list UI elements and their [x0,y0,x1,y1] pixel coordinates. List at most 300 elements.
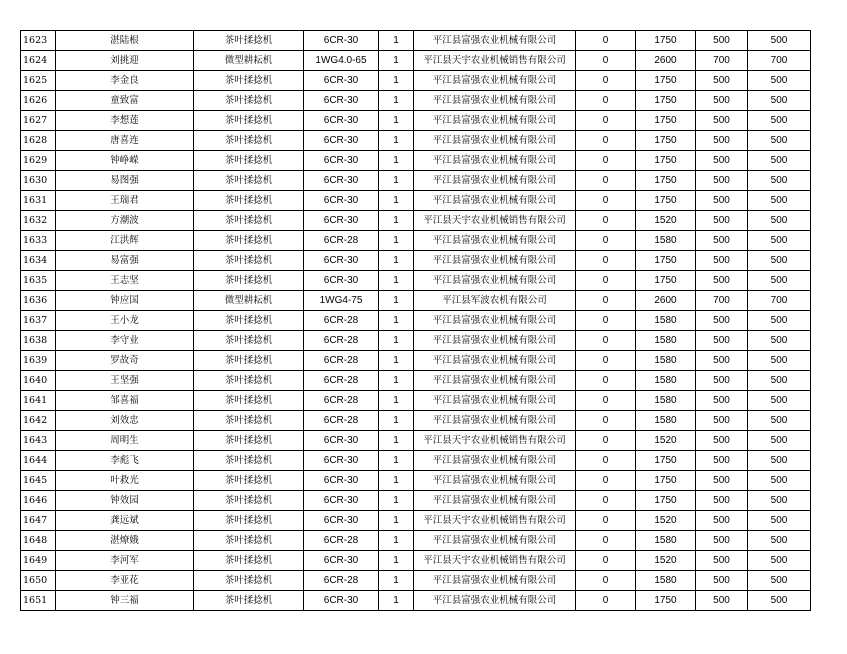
cell-row-number: 1629 [21,151,56,171]
cell-row-number: 1637 [21,311,56,331]
cell-owner-name: 江洪辉 [56,231,194,251]
cell-subsidy-b: 500 [748,591,811,611]
cell-quantity: 1 [379,331,414,351]
cell-owner-name: 李亚花 [56,571,194,591]
cell-quantity: 1 [379,531,414,551]
cell-subsidy-b: 500 [748,451,811,471]
table-row [21,211,811,231]
cell-owner-name: 龚远斌 [56,511,194,531]
cell-col-zero: 0 [576,51,636,71]
cell-machine-type: 茶叶揉捻机 [194,331,304,351]
cell-model: 1WG4-75 [304,291,379,311]
cell-price: 1750 [636,31,696,51]
cell-row-number: 1646 [21,491,56,511]
cell-dealer: 平江县天宇农业机械销售有限公司 [414,211,576,231]
cell-dealer: 平江县富强农业机械有限公司 [414,231,576,251]
cell-subsidy-a: 700 [696,51,748,71]
cell-subsidy-b: 500 [748,431,811,451]
cell-dealer: 平江县富强农业机械有限公司 [414,311,576,331]
cell-subsidy-b: 500 [748,331,811,351]
cell-row-number: 1643 [21,431,56,451]
cell-row-number: 1627 [21,111,56,131]
cell-row-number: 1635 [21,271,56,291]
table-row [21,151,811,171]
cell-owner-name: 王志坚 [56,271,194,291]
cell-model: 6CR-30 [304,71,379,91]
cell-quantity: 1 [379,471,414,491]
cell-dealer: 平江县富强农业机械有限公司 [414,371,576,391]
table-row [21,351,811,371]
table-row [21,391,811,411]
cell-model: 6CR-30 [304,431,379,451]
table-row [21,551,811,571]
cell-row-number: 1636 [21,291,56,311]
cell-dealer: 平江县天宇农业机械销售有限公司 [414,511,576,531]
cell-price: 1750 [636,171,696,191]
cell-row-number: 1628 [21,131,56,151]
cell-col-zero: 0 [576,71,636,91]
cell-owner-name: 李彪飞 [56,451,194,471]
cell-dealer: 平江县富强农业机械有限公司 [414,31,576,51]
cell-subsidy-b: 500 [748,471,811,491]
cell-machine-type: 茶叶揉捻机 [194,371,304,391]
cell-subsidy-b: 700 [748,291,811,311]
table-row [21,431,811,451]
cell-dealer: 平江县富强农业机械有限公司 [414,271,576,291]
cell-col-zero: 0 [576,451,636,471]
cell-machine-type: 茶叶揉捻机 [194,491,304,511]
cell-owner-name: 湛燎娥 [56,531,194,551]
cell-row-number: 1642 [21,411,56,431]
cell-model: 6CR-30 [304,551,379,571]
cell-model: 6CR-30 [304,491,379,511]
table-row [21,251,811,271]
cell-subsidy-a: 500 [696,451,748,471]
cell-price: 1750 [636,491,696,511]
cell-quantity: 1 [379,271,414,291]
cell-subsidy-a: 500 [696,351,748,371]
cell-row-number: 1640 [21,371,56,391]
cell-owner-name: 周明生 [56,431,194,451]
cell-subsidy-a: 700 [696,291,748,311]
cell-subsidy-a: 500 [696,511,748,531]
cell-subsidy-a: 500 [696,431,748,451]
cell-model: 6CR-28 [304,411,379,431]
cell-subsidy-a: 500 [696,131,748,151]
cell-dealer: 平江县富强农业机械有限公司 [414,171,576,191]
cell-subsidy-a: 500 [696,531,748,551]
cell-col-zero: 0 [576,91,636,111]
cell-subsidy-a: 500 [696,111,748,131]
cell-subsidy-b: 500 [748,91,811,111]
cell-row-number: 1645 [21,471,56,491]
cell-owner-name: 叶救光 [56,471,194,491]
cell-quantity: 1 [379,111,414,131]
cell-machine-type: 茶叶揉捻机 [194,591,304,611]
cell-owner-name: 王坚强 [56,371,194,391]
cell-subsidy-a: 500 [696,551,748,571]
cell-subsidy-a: 500 [696,231,748,251]
cell-row-number: 1648 [21,531,56,551]
cell-price: 2600 [636,51,696,71]
cell-quantity: 1 [379,511,414,531]
table-row [21,371,811,391]
cell-model: 6CR-30 [304,151,379,171]
cell-col-zero: 0 [576,551,636,571]
cell-model: 6CR-30 [304,451,379,471]
cell-subsidy-a: 500 [696,571,748,591]
table-row [21,491,811,511]
cell-subsidy-a: 500 [696,91,748,111]
cell-price: 1750 [636,151,696,171]
cell-quantity: 1 [379,431,414,451]
cell-row-number: 1625 [21,71,56,91]
cell-price: 1750 [636,111,696,131]
cell-subsidy-b: 500 [748,411,811,431]
cell-machine-type: 茶叶揉捻机 [194,311,304,331]
cell-col-zero: 0 [576,251,636,271]
cell-model: 6CR-30 [304,191,379,211]
cell-dealer: 平江县富强农业机械有限公司 [414,251,576,271]
cell-machine-type: 茶叶揉捻机 [194,231,304,251]
cell-price: 1520 [636,431,696,451]
cell-dealer: 平江县天宇农业机械销售有限公司 [414,431,576,451]
cell-dealer: 平江县富强农业机械有限公司 [414,411,576,431]
table-row [21,531,811,551]
cell-subsidy-b: 700 [748,51,811,71]
cell-model: 6CR-30 [304,111,379,131]
table-row [21,131,811,151]
cell-row-number: 1634 [21,251,56,271]
table-row [21,591,811,611]
cell-row-number: 1639 [21,351,56,371]
cell-machine-type: 茶叶揉捻机 [194,531,304,551]
cell-price: 1580 [636,371,696,391]
cell-owner-name: 李想莲 [56,111,194,131]
cell-machine-type: 茶叶揉捻机 [194,31,304,51]
cell-machine-type: 茶叶揉捻机 [194,91,304,111]
cell-machine-type: 茶叶揉捻机 [194,191,304,211]
cell-model: 6CR-28 [304,351,379,371]
cell-col-zero: 0 [576,391,636,411]
cell-subsidy-a: 500 [696,391,748,411]
cell-subsidy-a: 500 [696,191,748,211]
cell-dealer: 平江县富强农业机械有限公司 [414,91,576,111]
cell-quantity: 1 [379,311,414,331]
cell-price: 1750 [636,591,696,611]
cell-subsidy-a: 500 [696,211,748,231]
cell-subsidy-a: 500 [696,31,748,51]
cell-machine-type: 茶叶揉捻机 [194,571,304,591]
cell-row-number: 1644 [21,451,56,471]
cell-price: 1580 [636,311,696,331]
cell-subsidy-b: 500 [748,491,811,511]
cell-model: 6CR-28 [304,331,379,351]
cell-model: 6CR-30 [304,211,379,231]
cell-quantity: 1 [379,251,414,271]
cell-price: 1580 [636,351,696,371]
cell-subsidy-a: 500 [696,471,748,491]
cell-owner-name: 钟三福 [56,591,194,611]
cell-owner-name: 易图强 [56,171,194,191]
cell-subsidy-a: 500 [696,71,748,91]
cell-col-zero: 0 [576,271,636,291]
cell-machine-type: 茶叶揉捻机 [194,211,304,231]
cell-subsidy-b: 500 [748,311,811,331]
cell-owner-name: 罗故奇 [56,351,194,371]
cell-quantity: 1 [379,91,414,111]
cell-price: 1750 [636,451,696,471]
cell-subsidy-a: 500 [696,251,748,271]
cell-row-number: 1631 [21,191,56,211]
table-row [21,91,811,111]
table-body [21,31,811,611]
cell-subsidy-b: 500 [748,391,811,411]
cell-price: 1580 [636,331,696,351]
cell-subsidy-b: 500 [748,371,811,391]
cell-model: 6CR-28 [304,571,379,591]
cell-subsidy-b: 500 [748,31,811,51]
cell-price: 1750 [636,91,696,111]
cell-row-number: 1641 [21,391,56,411]
cell-model: 6CR-30 [304,591,379,611]
cell-quantity: 1 [379,411,414,431]
cell-owner-name: 唐喜连 [56,131,194,151]
cell-owner-name: 童致富 [56,91,194,111]
cell-model: 6CR-30 [304,251,379,271]
cell-model: 6CR-28 [304,531,379,551]
cell-row-number: 1649 [21,551,56,571]
cell-price: 1520 [636,551,696,571]
cell-machine-type: 茶叶揉捻机 [194,251,304,271]
cell-subsidy-a: 500 [696,311,748,331]
cell-price: 1750 [636,271,696,291]
cell-row-number: 1647 [21,511,56,531]
cell-dealer: 平江县富强农业机械有限公司 [414,591,576,611]
cell-owner-name: 李守业 [56,331,194,351]
cell-price: 1750 [636,131,696,151]
cell-dealer: 平江县富强农业机械有限公司 [414,471,576,491]
cell-col-zero: 0 [576,531,636,551]
cell-col-zero: 0 [576,131,636,151]
cell-owner-name: 王小龙 [56,311,194,331]
cell-quantity: 1 [379,131,414,151]
cell-dealer: 平江县富强农业机械有限公司 [414,391,576,411]
cell-model: 6CR-30 [304,91,379,111]
cell-quantity: 1 [379,211,414,231]
cell-dealer: 平江县富强农业机械有限公司 [414,191,576,211]
table-row [21,331,811,351]
table-row [21,311,811,331]
table-row [21,51,811,71]
cell-col-zero: 0 [576,291,636,311]
cell-dealer: 平江县富强农业机械有限公司 [414,151,576,171]
cell-col-zero: 0 [576,491,636,511]
cell-col-zero: 0 [576,311,636,331]
subsidy-table [20,30,811,611]
cell-quantity: 1 [379,191,414,211]
cell-owner-name: 钟峥嵘 [56,151,194,171]
cell-price: 1520 [636,511,696,531]
cell-dealer: 平江县天宇农业机械销售有限公司 [414,551,576,571]
cell-model: 6CR-30 [304,511,379,531]
cell-model: 6CR-30 [304,471,379,491]
cell-price: 1580 [636,571,696,591]
cell-subsidy-b: 500 [748,251,811,271]
cell-model: 6CR-28 [304,371,379,391]
cell-machine-type: 茶叶揉捻机 [194,351,304,371]
cell-dealer: 平江县富强农业机械有限公司 [414,131,576,151]
cell-col-zero: 0 [576,151,636,171]
cell-dealer: 平江县富强农业机械有限公司 [414,531,576,551]
cell-dealer: 平江县富强农业机械有限公司 [414,331,576,351]
cell-col-zero: 0 [576,431,636,451]
cell-col-zero: 0 [576,171,636,191]
cell-owner-name: 李河军 [56,551,194,571]
cell-machine-type: 茶叶揉捻机 [194,471,304,491]
cell-row-number: 1630 [21,171,56,191]
table-row [21,571,811,591]
cell-machine-type: 茶叶揉捻机 [194,131,304,151]
cell-dealer: 平江县富强农业机械有限公司 [414,571,576,591]
cell-price: 1750 [636,191,696,211]
table-row [21,71,811,91]
cell-subsidy-b: 500 [748,131,811,151]
table-row [21,471,811,491]
cell-subsidy-a: 500 [696,151,748,171]
cell-col-zero: 0 [576,191,636,211]
table-row [21,171,811,191]
cell-subsidy-b: 500 [748,571,811,591]
cell-machine-type: 茶叶揉捻机 [194,111,304,131]
cell-owner-name: 李金良 [56,71,194,91]
cell-machine-type: 茶叶揉捻机 [194,151,304,171]
cell-machine-type: 微型耕耘机 [194,51,304,71]
cell-subsidy-b: 500 [748,191,811,211]
cell-subsidy-b: 500 [748,171,811,191]
cell-price: 1750 [636,251,696,271]
cell-machine-type: 茶叶揉捻机 [194,171,304,191]
cell-subsidy-a: 500 [696,491,748,511]
cell-subsidy-b: 500 [748,231,811,251]
cell-model: 6CR-30 [304,171,379,191]
cell-row-number: 1650 [21,571,56,591]
cell-subsidy-b: 500 [748,531,811,551]
cell-col-zero: 0 [576,471,636,491]
cell-row-number: 1624 [21,51,56,71]
cell-subsidy-b: 500 [748,211,811,231]
cell-model: 6CR-30 [304,271,379,291]
table-row [21,451,811,471]
cell-price: 1520 [636,211,696,231]
cell-machine-type: 茶叶揉捻机 [194,551,304,571]
cell-quantity: 1 [379,31,414,51]
cell-machine-type: 茶叶揉捻机 [194,411,304,431]
cell-subsidy-b: 500 [748,111,811,131]
cell-row-number: 1623 [21,31,56,51]
table-row [21,511,811,531]
cell-model: 6CR-28 [304,391,379,411]
cell-model: 1WG4.0-65 [304,51,379,71]
cell-dealer: 平江县富强农业机械有限公司 [414,111,576,131]
cell-price: 1580 [636,411,696,431]
cell-row-number: 1632 [21,211,56,231]
cell-subsidy-b: 500 [748,71,811,91]
cell-owner-name: 方潮波 [56,211,194,231]
cell-quantity: 1 [379,151,414,171]
cell-quantity: 1 [379,491,414,511]
cell-col-zero: 0 [576,571,636,591]
cell-dealer: 平江县军波农机有限公司 [414,291,576,311]
cell-subsidy-a: 500 [696,331,748,351]
cell-owner-name: 钟效园 [56,491,194,511]
table-row [21,191,811,211]
cell-owner-name: 刘效忠 [56,411,194,431]
cell-model: 6CR-28 [304,311,379,331]
cell-col-zero: 0 [576,331,636,351]
cell-subsidy-b: 500 [748,151,811,171]
cell-subsidy-a: 500 [696,411,748,431]
cell-price: 1580 [636,231,696,251]
table-row [21,231,811,251]
cell-price: 1750 [636,471,696,491]
cell-col-zero: 0 [576,371,636,391]
cell-quantity: 1 [379,451,414,471]
cell-subsidy-b: 500 [748,511,811,531]
cell-quantity: 1 [379,291,414,311]
cell-col-zero: 0 [576,351,636,371]
cell-quantity: 1 [379,391,414,411]
cell-machine-type: 微型耕耘机 [194,291,304,311]
cell-quantity: 1 [379,351,414,371]
cell-row-number: 1651 [21,591,56,611]
cell-machine-type: 茶叶揉捻机 [194,271,304,291]
cell-owner-name: 湛陆根 [56,31,194,51]
cell-subsidy-a: 500 [696,271,748,291]
cell-subsidy-a: 500 [696,371,748,391]
cell-owner-name: 钟应国 [56,291,194,311]
cell-subsidy-b: 500 [748,271,811,291]
cell-row-number: 1638 [21,331,56,351]
cell-subsidy-b: 500 [748,551,811,571]
cell-price: 1580 [636,391,696,411]
table-row [21,271,811,291]
cell-col-zero: 0 [576,31,636,51]
cell-col-zero: 0 [576,511,636,531]
cell-price: 2600 [636,291,696,311]
table-row [21,31,811,51]
cell-subsidy-b: 500 [748,351,811,371]
cell-machine-type: 茶叶揉捻机 [194,71,304,91]
cell-dealer: 平江县富强农业机械有限公司 [414,351,576,371]
cell-owner-name: 易富强 [56,251,194,271]
table-row [21,411,811,431]
cell-dealer: 平江县富强农业机械有限公司 [414,491,576,511]
cell-model: 6CR-30 [304,31,379,51]
cell-owner-name: 王瑞君 [56,191,194,211]
cell-quantity: 1 [379,551,414,571]
cell-quantity: 1 [379,371,414,391]
cell-machine-type: 茶叶揉捻机 [194,431,304,451]
cell-quantity: 1 [379,571,414,591]
cell-col-zero: 0 [576,591,636,611]
cell-machine-type: 茶叶揉捻机 [194,391,304,411]
cell-col-zero: 0 [576,411,636,431]
cell-subsidy-a: 500 [696,171,748,191]
cell-model: 6CR-28 [304,231,379,251]
cell-subsidy-a: 500 [696,591,748,611]
cell-dealer: 平江县富强农业机械有限公司 [414,451,576,471]
